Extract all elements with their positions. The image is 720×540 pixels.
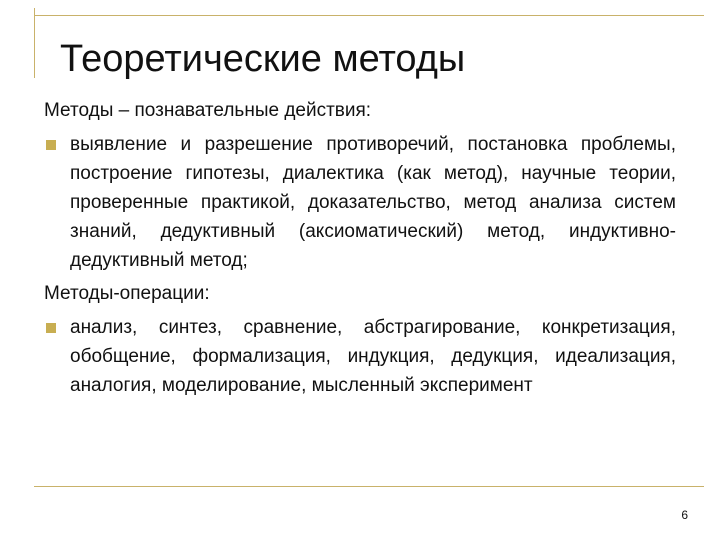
bullet-text-operations: анализ, синтез, сравнение, абстрагирование, конкретизация, обобщение, формализация, индукция, дедукция, идеализация, аналогия, моделирование, мысленный эксперимент [70, 317, 676, 396]
bullet-item-cognitive-methods [44, 130, 676, 275]
decorative-vertical-rule [34, 8, 35, 78]
page-number: 6 [681, 508, 688, 522]
bullet-text-cognitive-methods: выявление и разрешение противоречий, постановка проблемы, построение гипотезы, диалектика (как метод), научные теории, проверенные практикой, доказательство, метод анализа систем знаний, дедуктивный (аксиоматический) метод, индуктивно-дедуктивный метод; [70, 134, 676, 271]
section-heading-cognitive-actions: Методы – познавательные действия: [44, 100, 372, 121]
slide-title: Теоретические методы [60, 38, 466, 80]
bullet-item-operations [44, 313, 676, 400]
square-bullet-icon [46, 140, 56, 150]
decorative-bottom-rule [34, 486, 704, 487]
slide-content [44, 96, 676, 404]
square-bullet-icon [46, 323, 56, 333]
decorative-top-rule [34, 15, 704, 16]
section-heading-operations: Методы-операции: [44, 283, 210, 304]
